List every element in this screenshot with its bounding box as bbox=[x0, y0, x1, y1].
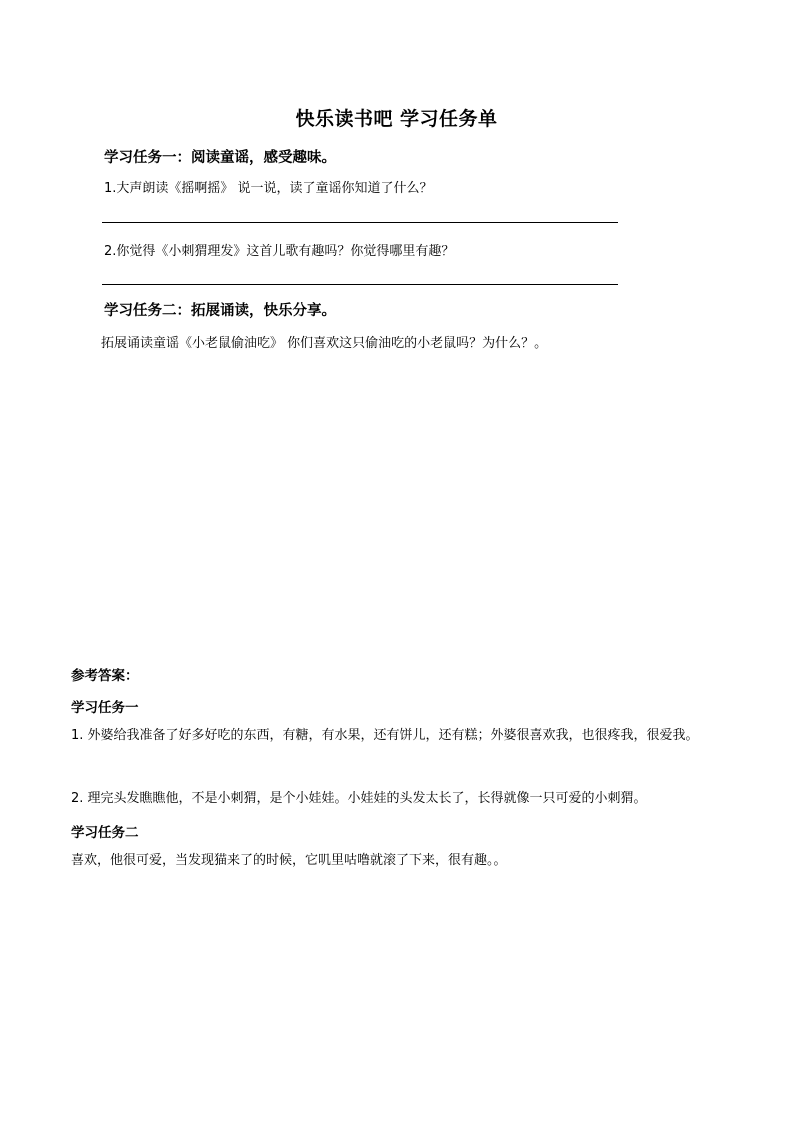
task1-question-2: 2.你觉得《小刺猬理发》这首儿歌有趣吗？你觉得哪里有趣？ bbox=[104, 244, 455, 259]
answers-task2-label: 学习任务二 bbox=[71, 825, 139, 841]
task2-question-1: 拓展诵读童谣《小老鼠偷油吃》 你们喜欢这只偷油吃的小老鼠吗？为什么？。 bbox=[101, 336, 548, 351]
answer-task1-1: 1. 外婆给我准备了好多好吃的东西，有糖，有水果，还有饼儿，还有糕；外婆很喜欢我，也很疼我，很爱我。 bbox=[71, 728, 699, 743]
task1-question-1: 1.大声朗读《摇啊摇》 说一说，读了童谣你知道了什么？ bbox=[104, 181, 433, 196]
task2-heading: 学习任务二：拓展诵读，快乐分享。 bbox=[104, 303, 336, 319]
answer-line-1[interactable] bbox=[102, 222, 618, 223]
page-title: 快乐读书吧 学习任务单 bbox=[295, 108, 498, 130]
answers-task1-label: 学习任务一 bbox=[71, 700, 139, 716]
task1-heading: 学习任务一：阅读童谣，感受趣味。 bbox=[104, 150, 336, 166]
answer-task2-1: 喜欢，他很可爱，当发现猫来了的时候，它叽里咕噜就滚了下来，很有趣。。 bbox=[71, 853, 507, 868]
answers-heading: 参考答案： bbox=[71, 668, 139, 684]
answer-task1-2: 2. 理完头发瞧瞧他，不是小刺猬，是个小娃娃。小娃娃的头发太长了，长得就像一只可爱的小刺猬。 bbox=[71, 791, 647, 806]
answer-line-2[interactable] bbox=[102, 284, 618, 285]
